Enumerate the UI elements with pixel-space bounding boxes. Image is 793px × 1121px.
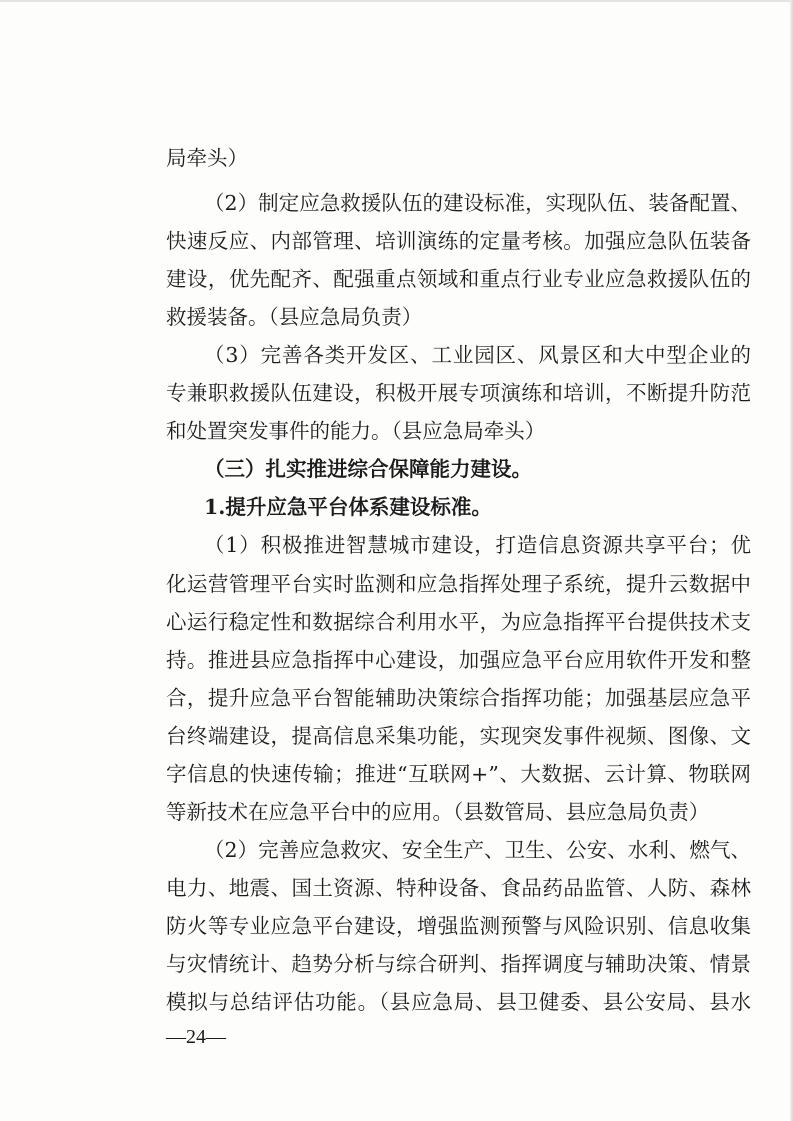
text-line: 合，提升应急平台智能辅助决策综合指挥功能；加强基层应急平 xyxy=(166,686,751,710)
page-number: —24— xyxy=(166,1026,226,1048)
text-line: 救援装备。（县应急局负责） xyxy=(166,305,423,329)
text-line: 防火等专业应急平台建设，增强监测预警与风险识别、信息收集 xyxy=(166,914,751,938)
text-line: 持。推进县应急指挥中心建设，加强应急平台应用软件开发和整 xyxy=(166,648,751,672)
text-line: 电力、地震、国土资源、特种设备、食品药品监管、人防、森林 xyxy=(166,876,751,900)
text-line: （2）完善应急救灾、安全生产、卫生、公安、水利、燃气、 xyxy=(204,838,751,862)
scan-top-edge xyxy=(0,0,793,2)
text-line: 快速反应、内部管理、培训演练的定量考核。加强应急队伍装备 xyxy=(166,229,751,253)
text-line: 字信息的快速传输；推进“互联网+”、大数据、云计算、物联网 xyxy=(166,762,751,786)
text-line: （1）积极推进智慧城市建设，打造信息资源共享平台；优 xyxy=(204,533,751,557)
text-line: 和处置突发事件的能力。（县应急局牵头） xyxy=(166,419,546,443)
text-line: 建设，优先配齐、配强重点领域和重点行业专业应急救援队伍的 xyxy=(166,267,751,291)
section-heading: （三）扎实推进综合保障能力建设。 xyxy=(204,457,532,481)
subsection-heading: 1.提升应急平台体系建设标准。 xyxy=(204,495,492,519)
text-line: （2）制定应急救援队伍的建设标准，实现队伍、装备配置、 xyxy=(204,191,751,215)
text-line: （3）完善各类开发区、工业园区、风景区和大中型企业的 xyxy=(204,343,751,367)
text-line: 心运行稳定性和数据综合利用水平，为应急指挥平台提供技术支 xyxy=(166,610,751,634)
text-line: 等新技术在应急平台中的应用。（县数管局、县应急局负责） xyxy=(166,800,710,824)
text-line: 局牵头） xyxy=(166,146,248,170)
text-line: 模拟与总结评估功能。（县应急局、县卫健委、县公安局、县水 xyxy=(166,990,751,1014)
text-line: 与灾情统计、趋势分析与综合研判、指挥调度与辅助决策、情景 xyxy=(166,952,751,976)
text-line: 化运营管理平台实时监测和应急指挥处理子系统，提升云数据中 xyxy=(166,572,751,596)
text-line: 台终端建设，提高信息采集功能，实现突发事件视频、图像、文 xyxy=(166,724,751,748)
text-line: 专兼职救援队伍建设，积极开展专项演练和培训，不断提升防范 xyxy=(166,381,751,405)
